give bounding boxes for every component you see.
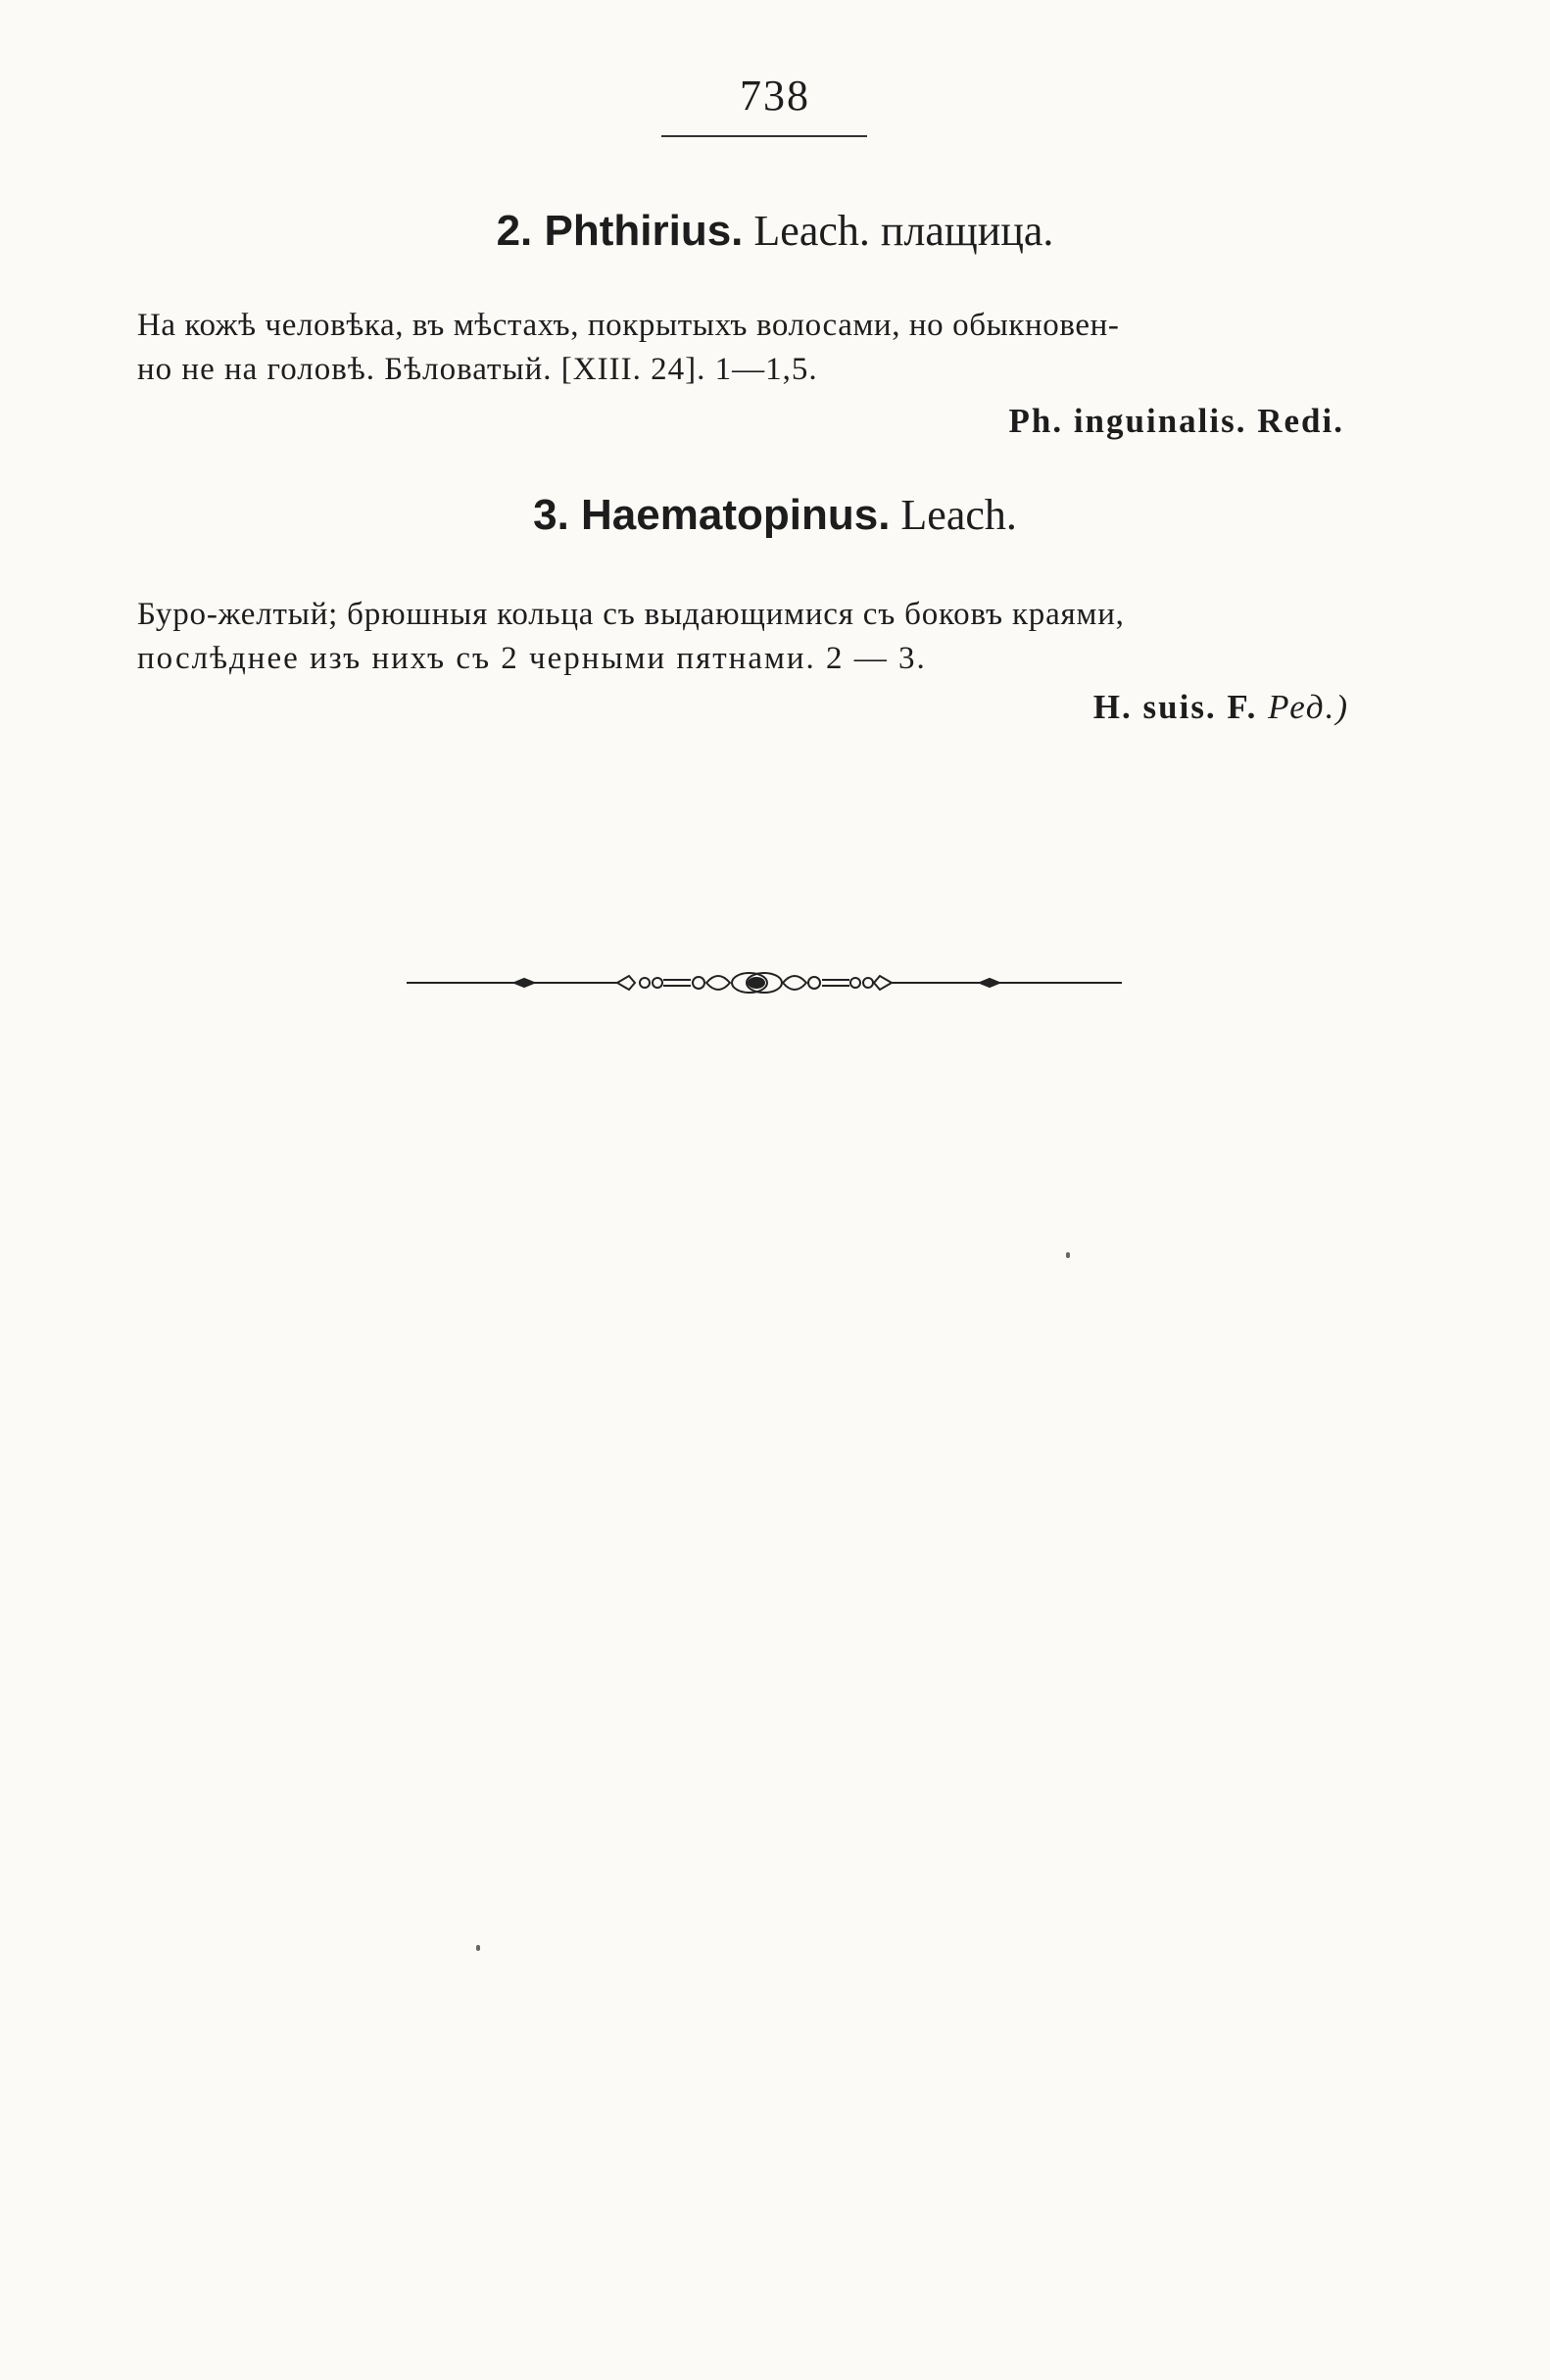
species-name: Ph. inguinalis. Redi. bbox=[1008, 402, 1344, 440]
genus-name: 3. Haematopinus. bbox=[533, 491, 891, 539]
species-binomial: H. suis. F. bbox=[1092, 688, 1258, 726]
species-name bbox=[1093, 688, 1349, 727]
genus-author: Leach. bbox=[900, 491, 1017, 539]
page-number-rule bbox=[661, 135, 867, 137]
description-phthirius bbox=[137, 304, 1401, 392]
description-haematopinus bbox=[137, 593, 1401, 681]
print-speck bbox=[476, 1945, 480, 1951]
decorative-divider-icon bbox=[407, 968, 1122, 997]
common-name: плащица. bbox=[880, 207, 1054, 255]
description-line: Буро-желтый; брюшныя кольца съ выдающимися съ боковъ краями, bbox=[137, 597, 1125, 632]
section-heading-phthirius bbox=[0, 206, 1550, 256]
description-line: На кожѣ человѣка, въ мѣстахъ, покрытыхъ волосами, но обыкновен- bbox=[137, 308, 1120, 343]
page-number: 738 bbox=[740, 72, 810, 120]
genus-name: 2. Phthirius. bbox=[496, 207, 744, 255]
print-speck bbox=[1066, 1252, 1070, 1258]
genus-author: Leach. bbox=[753, 207, 870, 255]
editor-note: Ред.) bbox=[1268, 688, 1349, 726]
description-line: но не на головѣ. Бѣловатый. [XIII. 24]. 1—1,5. bbox=[137, 352, 818, 387]
section-heading-haematopinus bbox=[0, 490, 1550, 540]
description-line: послѣднее изъ нихъ съ 2 черными пятнами. 2 — 3. bbox=[137, 641, 927, 676]
